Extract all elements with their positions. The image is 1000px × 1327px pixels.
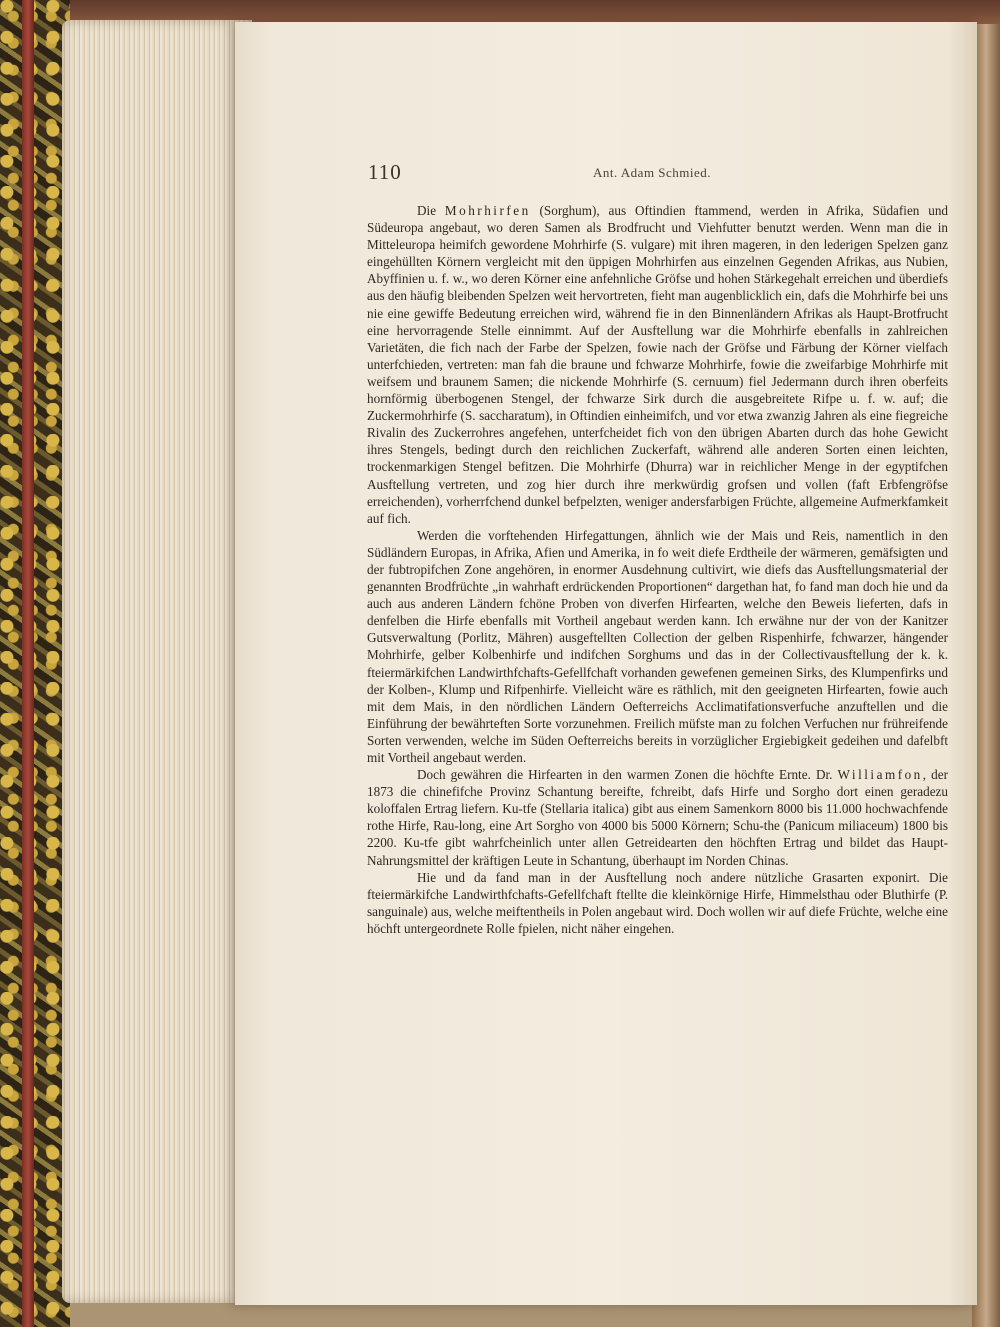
page-number: 110 xyxy=(368,160,402,184)
spaced-name: Williamfon xyxy=(837,767,923,783)
body-text xyxy=(367,202,948,937)
text-run: Hie und da fand man in der Ausftellung noch andere nützliche Grasarten exponirt. Die fteiermärkifche Landwirthfchafts-Gefellfchaft ftellte die kleinkörnige Hirfe, Himmelsthau oder Bluthirfe (P. sanguinale) aus, welche meiftentheils in Polen angebaut wird. Doch wollen wir auf diefe Früchte, welche eine höchft untergeordnete Rolle fpielen, nicht näher eingehen. xyxy=(367,869,948,936)
text-run: Werden die vorftehenden Hirfegattungen, ähnlich wie der Mais und Reis, namentlich in den Südländern Europas, in Afrika, Afien und Amerika, in fo weit diefe Erdtheile der wärmeren, gemäfsigten und der fubtropifchen Zone angehören, in enormer Ausdehnung cultivirt, wie diefs das Ausftellungsmaterial der genannten Brodfrüchte „in wahrhaft erdrückenden Proportionen“ dargethan hat, fo fand man doch hie und da auch aus anderen Ländern fchöne Proben von diverfen Hirfearten, welche den Beweis lieferten, dafs in denfelben die Hirfe ebenfalls mit Vortheil angebaut werden kann. Ich erwähne nur der von der Kanitzer Gutsverwaltung (Porlitz, Mähren) ausgeftellten Collection der gelben Rispenhirfe, fchwarzer, hängender Mohrhirfe, gelber Kolbenhirfe und indifchen Sorghums und das in der Collectivausftellung der k. k. fteiermärkifchen Landwirthfchafts-Gefellfchaft vorhanden gewefenen gemeinen Sirks, des Klumpenfirks und der Kolben-, Klump und Rifpenhirfe. Vielleicht wäre es räthlich, mit den geeigneten Hirfearten, fowie auch mit dem Mais, in den nördlichen Ländern Oefterreichs Acclimatifationsverfuche anzuftellen und die Einführung der bewährteften Sorte vorzunehmen. Freilich müfste man zu folchen Verfuchen nur frühreifende Sorten verwenden, welche im Süden Oefterreichs bereits in vorzüglicher Ergiebigkeit gedeihen und dafelbft mit Vortheil angebaut werden. xyxy=(367,527,948,765)
text-run: Die xyxy=(417,203,445,218)
page-header xyxy=(368,160,950,190)
text-run: Doch gewähren die Hirfearten in den warmen Zonen die höchfte Ernte. Dr. xyxy=(417,767,838,783)
paragraph xyxy=(367,869,948,937)
text-run: , der 1873 die chinefifche Provinz Schantung bereifte, fchreibt, dafs Hirfe und Sorgho dort einen geradezu koloffalen Ertrag liefern. Ku-tfe (Stellaria italica) gibt aus einem Samenkorn 8000 bis 11.000 hochwachfende rothe Hirfe, Rau-long, eine Art Sorgho von 4000 bis 5000 Körnern; Schu-the (Panicum miliaceum) 1800 bis 2200. Ku-tfe gibt wahrfcheinlich unter allen Getreidearten den höchften Ertrag und bildet das Haupt-Nahrungsmittel der kräftigen Leute in Schantung, überhaupt im Norden Chinas. xyxy=(367,767,948,868)
marbled-cover xyxy=(0,0,70,1327)
page-stack xyxy=(62,20,252,1303)
text-run: (Sorghum), aus Oftindien ftammend, werden in Afrika, Südafien und Südeuropa angebaut, wo deren Samen als Brodfrucht und Viehfutter benutzt werden. Wenn man die in Mitteleuropa heimifch gewordene Mohrhirfe (S. vulgare) mit ihren mageren, in den lederigen Spelzen ganz eingehüllten Körnern vergleicht mit den üppigen Mohrhirfen aus einzelnen Gegenden Afrikas, aus Nubien, Abyffinien u. f. w., wo deren Körner eine anfehnliche Gröfse und hohen Stärkegehalt erreichen und überdiefs aus den häufig bleibenden Spelzen weit hervortreten, fieht man augenblicklich ein, dafs die Mohrhirfe bei uns nie eine gewiffe Bedeutung erreichen wird, während fie in den Binnenländern Afrikas als Haupt-Brotfrucht eine hervorragende Stelle einnimmt. Auf der Ausftellung war die Mohrhirfe ebenfalls in zahlreichen Varietäten, die fich nach der Farbe der Spelzen, fowie nach der Gröfse und Färbung der Körner vielfach unterfchieden, vertreten: man fah die braune und fchwarze Mohrhirfe, fowie die zweifarbige Mohrhirfe mit weifsem und braunem Samen; die nickende Mohrhirfe (S. cernuum) fiel Jedermann durch ihren oberfeits hornförmig überbogenen Stengel, der fchwarze Sirk durch die ausgebreitete Rifpe u. f. w. auf; die Zuckermohrhirfe (S. saccharatum), in Oftindien einheimifch, und vor etwa zwanzig Jahren als eine fiegreiche Rivalin des Zuckerrohres angefehen, unterfcheidet fich von den übrigen Abarten durch das hohe Gewicht ihres Stengels, bedingt durch den reichlichen Zuckerfaft, während alle anderen Sorten einen leichten, trockenmarkigen Stengel befitzen. Die Mohrhirfe (Dhurra) war in reichlicher Menge in der egyptifchen Ausftellung vertreten, und zog hier durch ihre merkwürdig grofsen und vollen (faft Erbfengröfse erreichenden), vorherrfchend dunkel befpelzten, weniger andersfarbigen Früchte, allgemeine Aufmerkfamkeit auf fich. xyxy=(367,203,949,526)
paragraph xyxy=(367,527,948,766)
leather-binding xyxy=(22,0,34,1327)
spaced-name: Mohrhirfen xyxy=(444,203,531,218)
paragraph xyxy=(367,202,948,527)
running-head: Ant. Adam Schmied. xyxy=(593,165,712,180)
paragraph xyxy=(367,766,948,869)
